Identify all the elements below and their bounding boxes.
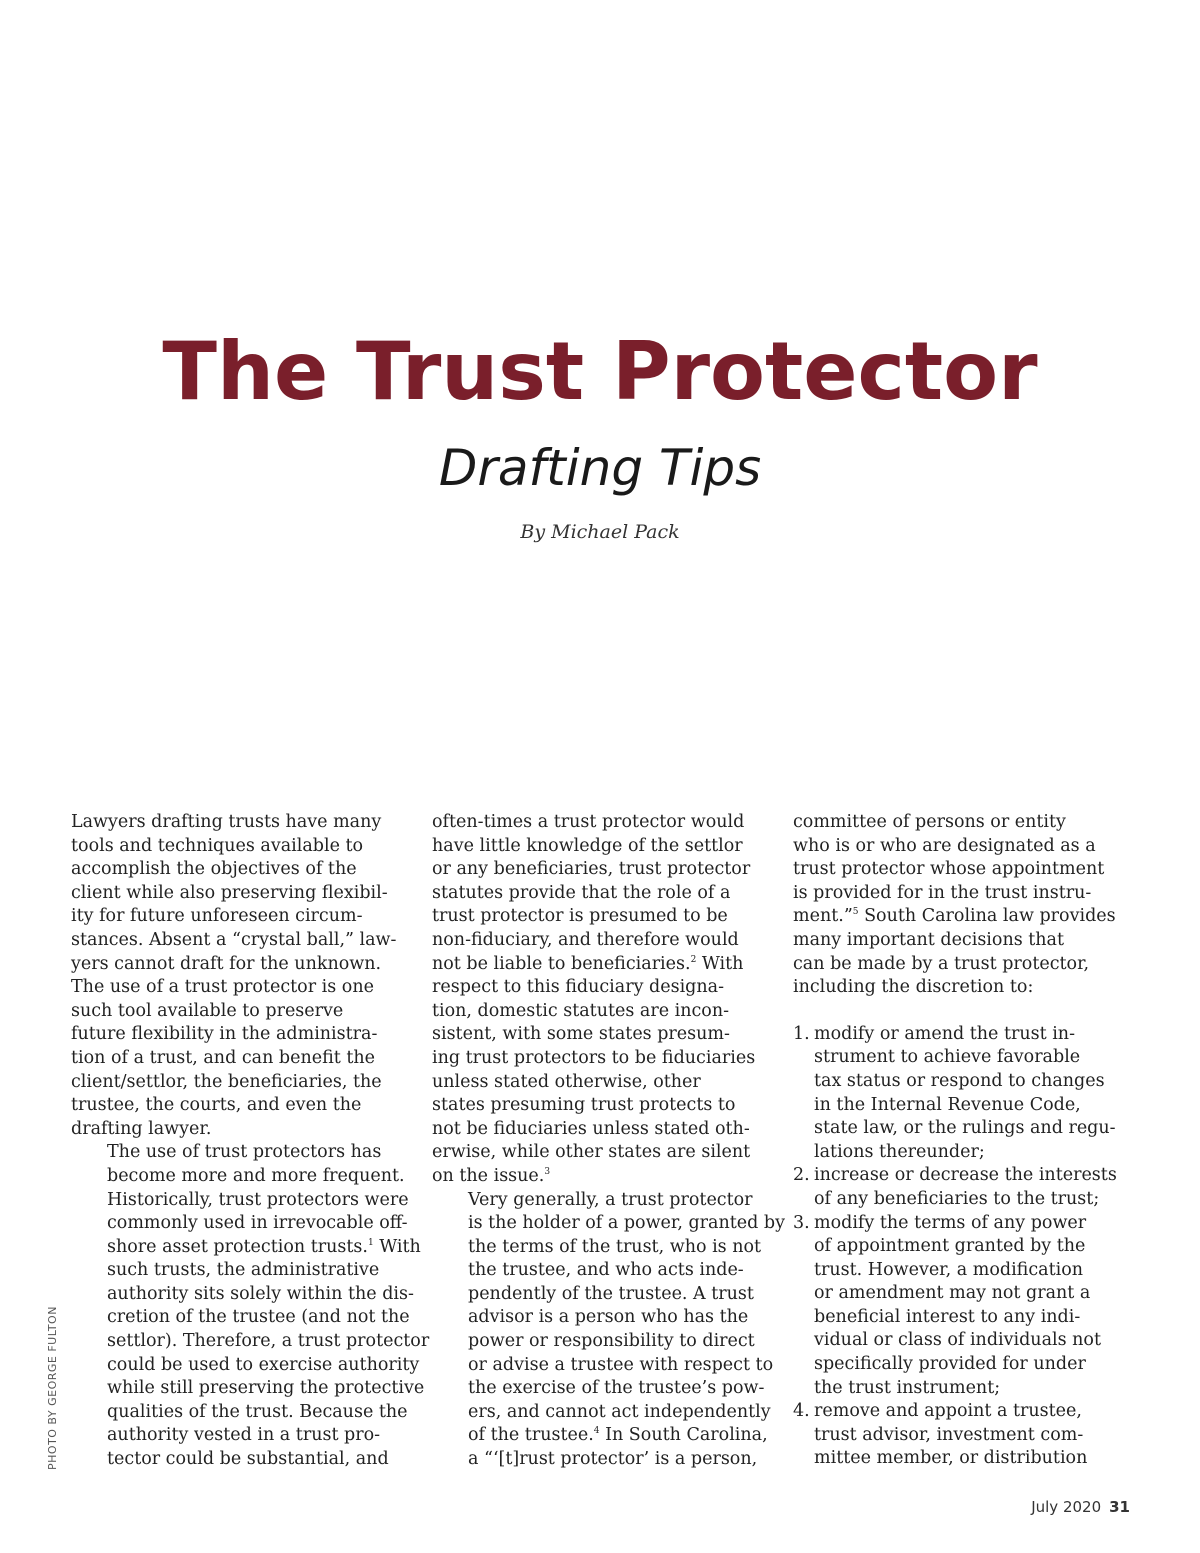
paragraph: The use of trust protectors has become more and more frequent. Historically, trust protectors were commonly used in irrevocable off- shore asset protection trusts.$^1$ With such trusts, the administrative authority sits solely within the dis- cretion of the trustee (and not the settlor). Therefore, a trust protector could be used to exercise authority while still preserving the protective qualities of the trust. Because the authority vested in a trust pro- tector could be substantial, and bbox=[107, 1142, 430, 1470]
photo-credit: PHOTO BY GEORGE FULTON bbox=[46, 1306, 59, 1470]
text-column-3 bbox=[793, 811, 1138, 1471]
byline: By Michael Pack bbox=[520, 521, 680, 543]
list-number: 4. bbox=[793, 1401, 810, 1422]
footnote-ref: 5 bbox=[852, 907, 859, 918]
list-item: 4. remove and appoint a trustee, trust advisor, investment com- mittee member, or distribution bbox=[793, 1401, 1088, 1469]
page-footer bbox=[1031, 1497, 1130, 1517]
list-number: 3. bbox=[793, 1212, 810, 1233]
article-subtitle: Drafting Tips bbox=[438, 439, 762, 497]
text-column-2 bbox=[432, 811, 785, 1472]
list-number: 2. bbox=[793, 1165, 810, 1186]
issue-date: July 2020 bbox=[1031, 1498, 1102, 1516]
list-item: 3. modify the terms of any power of appointment granted by the trust. However, a modification or amendment may not grant a beneficial interest to any indi- vidual or class of individuals not specifically provided for under the trust instrument; bbox=[793, 1212, 1101, 1398]
footnote-ref: 2 bbox=[690, 954, 697, 965]
article-title: The Trust Protector bbox=[162, 325, 1038, 418]
page-number: 31 bbox=[1109, 1498, 1130, 1516]
footnote-ref: 4 bbox=[593, 1426, 600, 1437]
list-item: 1. modify or amend the trust in- strument to achieve favorable tax status or respond to changes in the Internal Revenue Code, state law, or the rulings and regu- lations thereunder; bbox=[793, 1023, 1116, 1162]
paragraph: often-times a trust protector would have little knowledge of the settlor or any beneficiaries, trust protector statutes provide that the role of a trust protector is presumed to be non-fiduciary, and therefore would not be liable to beneficiaries.$^2$ With respect to this fiduciary designa- tion, domestic statutes are incon- sistent, with some states presum- ing trust protectors to be fiduciaries unless stated otherwise, other states presuming trust protects to not be fiduciaries unless stated oth- erwise, while other states are silent on the issue.$^3$ bbox=[432, 812, 756, 1186]
paragraph: Very generally, a trust protector is the holder of a power, granted by the terms of the trust, who is not the trustee, and who acts inde- pendently of the trustee. A trust advisor is a person who has the power or responsibility to direct or advise a trustee with respect to the exercise of the trustee’s pow- ers, and cannot act independently of the trustee.$^4$ In South Carolina, a “‘[t]rust protector’ is a person, bbox=[468, 1189, 785, 1470]
list-item: 2. increase or decrease the interests of any beneficiaries to the trust; bbox=[793, 1165, 1117, 1209]
footnote-ref: 3 bbox=[544, 1167, 551, 1178]
text-column-1 bbox=[71, 811, 430, 1472]
paragraph: Lawyers drafting trusts have many tools and techniques available to accomplish the objectives of the client while also preserving flexibil- ity for future unforeseen circum- stances. Absent a “crystal ball,” law- yers cannot draft for the unknown. The use of a trust protector is one such tool available to preserve future flexibility in the administra- tion of a trust, and can benefit the client/settlor, the beneficiaries, the trustee, the courts, and even the drafting lawyer. bbox=[71, 812, 397, 1139]
discretion-list bbox=[793, 1023, 1138, 1471]
paragraph: committee of persons or entity who is or who are designated as a trust protector whose appointment is provided for in the trust instru- ment.”$^5$ South Carolina law provides many important decisions that can be made by a trust protector, including the discretion to: bbox=[793, 812, 1116, 998]
footnote-ref: 1 bbox=[367, 1237, 374, 1248]
list-number: 1. bbox=[793, 1023, 810, 1044]
